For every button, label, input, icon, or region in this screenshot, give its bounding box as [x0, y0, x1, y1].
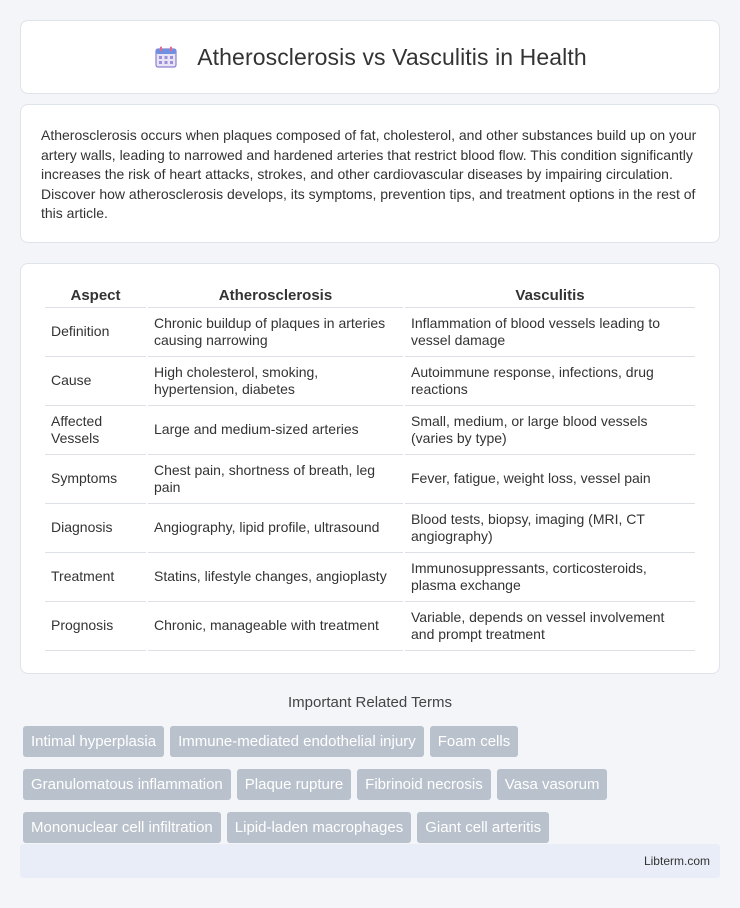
table-row	[45, 308, 695, 357]
row-label: Cause	[45, 357, 146, 406]
vasculitis-cell: Fever, fatigue, weight loss, vessel pain	[405, 455, 695, 504]
atherosclerosis-cell: Large and medium-sized arteries	[148, 406, 403, 455]
page-title: Atherosclerosis vs Vasculitis in Health	[197, 43, 587, 70]
column-header-atherosclerosis: Atherosclerosis	[148, 284, 403, 308]
row-label: Definition	[45, 308, 146, 357]
header	[153, 44, 587, 71]
vasculitis-cell: Variable, depends on vessel involvement and prompt treatment	[405, 602, 695, 651]
column-header-vasculitis: Vasculitis	[405, 284, 695, 308]
table-row	[45, 553, 695, 602]
header-card	[20, 20, 720, 94]
related-term-tag[interactable]: Immune-mediated endothelial injury	[170, 726, 424, 757]
vasculitis-cell: Autoimmune response, infections, drug reactions	[405, 357, 695, 406]
intro-card	[20, 104, 720, 243]
related-term-tag[interactable]: Fibrinoid necrosis	[357, 769, 491, 800]
table-header-row	[45, 284, 695, 308]
related-term-tag[interactable]: Mononuclear cell infiltration	[23, 812, 221, 843]
table-row	[45, 455, 695, 504]
atherosclerosis-cell: Chronic, manageable with treatment	[148, 602, 403, 651]
column-header-aspect: Aspect	[45, 284, 146, 308]
vasculitis-cell: Immunosuppressants, corticosteroids, plasma exchange	[405, 553, 695, 602]
atherosclerosis-cell: Angiography, lipid profile, ultrasound	[148, 504, 403, 553]
footer	[20, 844, 720, 878]
table-row	[45, 602, 695, 651]
intro-paragraph: Atherosclerosis occurs when plaques composed of fat, cholesterol, and other substances build up on your artery walls, leading to narrowed and hardened arteries that restrict blood flow. This condition significantly increases the risk of heart attacks, strokes, and other cardiovascular diseases by impairing circulation. Discover how atherosclerosis develops, its symptoms, prevention tips, and treatment options in the rest of this article.	[41, 127, 697, 222]
atherosclerosis-cell: Chronic buildup of plaques in arteries causing narrowing	[148, 308, 403, 357]
row-label: Symptoms	[45, 455, 146, 504]
related-term-tag[interactable]: Lipid-laden macrophages	[227, 812, 411, 843]
table-row	[45, 504, 695, 553]
row-label: Diagnosis	[45, 504, 146, 553]
table-row	[45, 406, 695, 455]
atherosclerosis-cell: High cholesterol, smoking, hypertension, diabetes	[148, 357, 403, 406]
table-row	[45, 357, 695, 406]
footer-site-link[interactable]: Libterm.com	[643, 854, 710, 868]
related-term-tag[interactable]: Foam cells	[430, 726, 519, 757]
atherosclerosis-cell: Chest pain, shortness of breath, leg pain	[148, 455, 403, 504]
row-label: Affected Vessels	[45, 406, 146, 455]
atherosclerosis-cell: Statins, lifestyle changes, angioplasty	[148, 553, 403, 602]
comparison-table	[43, 284, 697, 651]
vasculitis-cell: Small, medium, or large blood vessels (varies by type)	[405, 406, 695, 455]
related-term-tag[interactable]: Giant cell arteritis	[417, 812, 549, 843]
vasculitis-cell: Inflammation of blood vessels leading to vessel damage	[405, 308, 695, 357]
row-label: Prognosis	[45, 602, 146, 651]
related-terms-title: Important Related Terms	[288, 694, 452, 711]
related-term-tag[interactable]: Vasa vasorum	[497, 769, 608, 800]
related-term-tag[interactable]: Plaque rupture	[237, 769, 351, 800]
related-term-tag[interactable]: Intimal hyperplasia	[23, 726, 164, 757]
row-label: Treatment	[45, 553, 146, 602]
vasculitis-cell: Blood tests, biopsy, imaging (MRI, CT angiography)	[405, 504, 695, 553]
calendar-icon	[153, 44, 179, 70]
related-term-tag[interactable]: Granulomatous inflammation	[23, 769, 231, 800]
related-terms-list	[23, 726, 723, 849]
comparison-card	[20, 263, 720, 674]
